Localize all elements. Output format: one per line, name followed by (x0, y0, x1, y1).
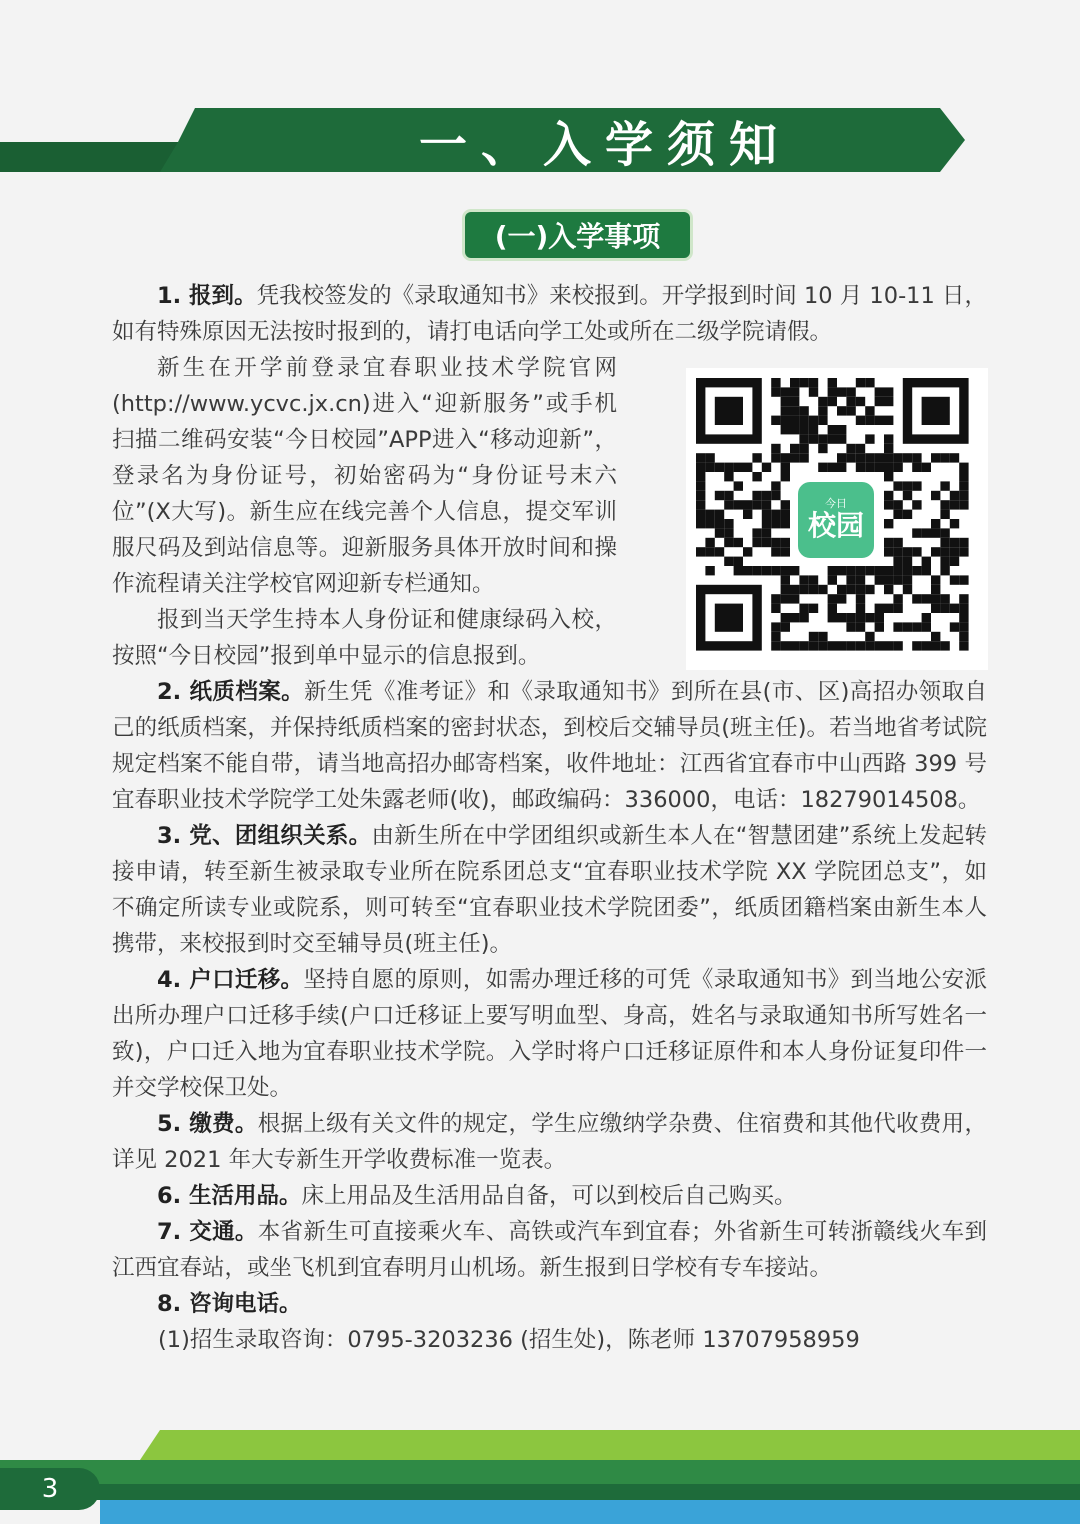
item-3-text: 由新生所在中学团组织或新生本人在“智慧团建”系统上发起转接申请，转至新生被录取专业所在院系团总支“宜春职业技术学院 XX 学院团总支”，如不确定所读专业或院系，则可转至“宜春职业技术学院团委”，纸质团籍档案由新生本人携带，来校报到时交至辅导员(班主任)。 (112, 823, 987, 957)
qr-side-text (112, 350, 617, 674)
footer-stripe-green (0, 1460, 1080, 1484)
qr-code[interactable] (686, 368, 988, 670)
item-1-online-registration: 新生在开学前登录宜春职业技术学院官网(http://www.ycvc.jx.cn)进入“迎新服务”或手机扫描二维码安装“今日校园”APP进入“移动迎新”，登录名为身份证号，初始密码为“身份证号末六位”(X大写)。新生应在线完善个人信息，提交军训服尺码及到站信息等。迎新服务具体开放时间和操作流程请关注学校官网迎新专栏通知。 (112, 355, 617, 597)
item-5-title: 5. 缴费。 (157, 1111, 258, 1137)
footer-stripe-dark-green (0, 1484, 1080, 1500)
item-7 (112, 1214, 987, 1286)
item-1-text: 凭我校签发的《录取通知书》来校报到。开学报到时间 10 月 10-11 日，如有特殊原因无法按时报到的，请打电话向学工处或所在二级学院请假。 (112, 283, 987, 345)
item-4-title: 4. 户口迁移。 (157, 967, 304, 993)
section-banner (0, 108, 965, 172)
item-5-text: 根据上级有关文件的规定，学生应缴纳学杂费、住宿费和其他代收费用，详见 2021 年大专新生开学收费标准一览表。 (112, 1111, 987, 1173)
item-4 (112, 962, 987, 1106)
item-8 (112, 1286, 987, 1322)
item-8-title: 8. 咨询电话。 (157, 1291, 302, 1317)
footer-stripe-blue (100, 1500, 1080, 1524)
jinri-xiaoyuan-logo-icon (794, 478, 878, 562)
item-3 (112, 818, 987, 962)
consult-line-1: (1)招生录取咨询：0795-3203236 (招生处)，陈老师 13707958959 (158, 1327, 860, 1353)
item-1 (112, 278, 987, 350)
item-2-title: 2. 纸质档案。 (157, 679, 305, 705)
item-6-title: 6. 生活用品。 (157, 1183, 302, 1209)
qr-logo-small-text: 今日 (825, 497, 847, 510)
subsection-title: (一)入学事项 (465, 212, 690, 258)
item-5 (112, 1106, 987, 1178)
item-1-title: 1. 报到。 (157, 283, 257, 309)
item-7-title: 7. 交通。 (157, 1219, 258, 1245)
footer-stripe-light-green (140, 1430, 1080, 1460)
item-1-arrival: 报到当天学生持本人身份证和健康绿码入校，按照“今日校园”报到单中显示的信息报到。 (112, 607, 617, 669)
item-2-text: 新生凭《准考证》和《录取通知书》到所在县(市、区)高招办领取自己的纸质档案，并保持纸质档案的密封状态，到校后交辅导员(班主任)。若当地省考试院规定档案不能自带，请当地高招办邮寄档案，收件地址：江西省宜春市中山西路 399 号 宜春职业技术学院学工处朱露老师(收)，邮政编码：336000，电话：18279014508。 (112, 679, 987, 813)
item-2 (112, 674, 987, 818)
item-6-text: 床上用品及生活用品自备，可以到校后自己购买。 (301, 1183, 797, 1209)
section-title: 一、入学须知 (418, 116, 791, 173)
item-6 (112, 1178, 987, 1214)
item-3-title: 3. 党、团组织关系。 (157, 823, 372, 849)
qr-logo-big-text: 校园 (807, 509, 864, 542)
item-4-text: 坚持自愿的原则，如需办理迁移的可凭《录取通知书》到当地公安派出所办理户口迁移手续(户口迁移证上要写明血型、身高，姓名与录取通知书所写姓名一致)，户口迁入地为宜春职业技术学院。入学时将户口迁移证原件和本人身份证复印件一并交学校保卫处。 (112, 967, 987, 1101)
page-number: 3 (0, 1468, 100, 1510)
footer-decoration (0, 1420, 1080, 1524)
item-7-text: 本省新生可直接乘火车、高铁或汽车到宜春；外省新生可转浙赣线火车到江西宜春站，或坐飞机到宜春明月山机场。新生报到日学校有专车接站。 (112, 1219, 987, 1281)
